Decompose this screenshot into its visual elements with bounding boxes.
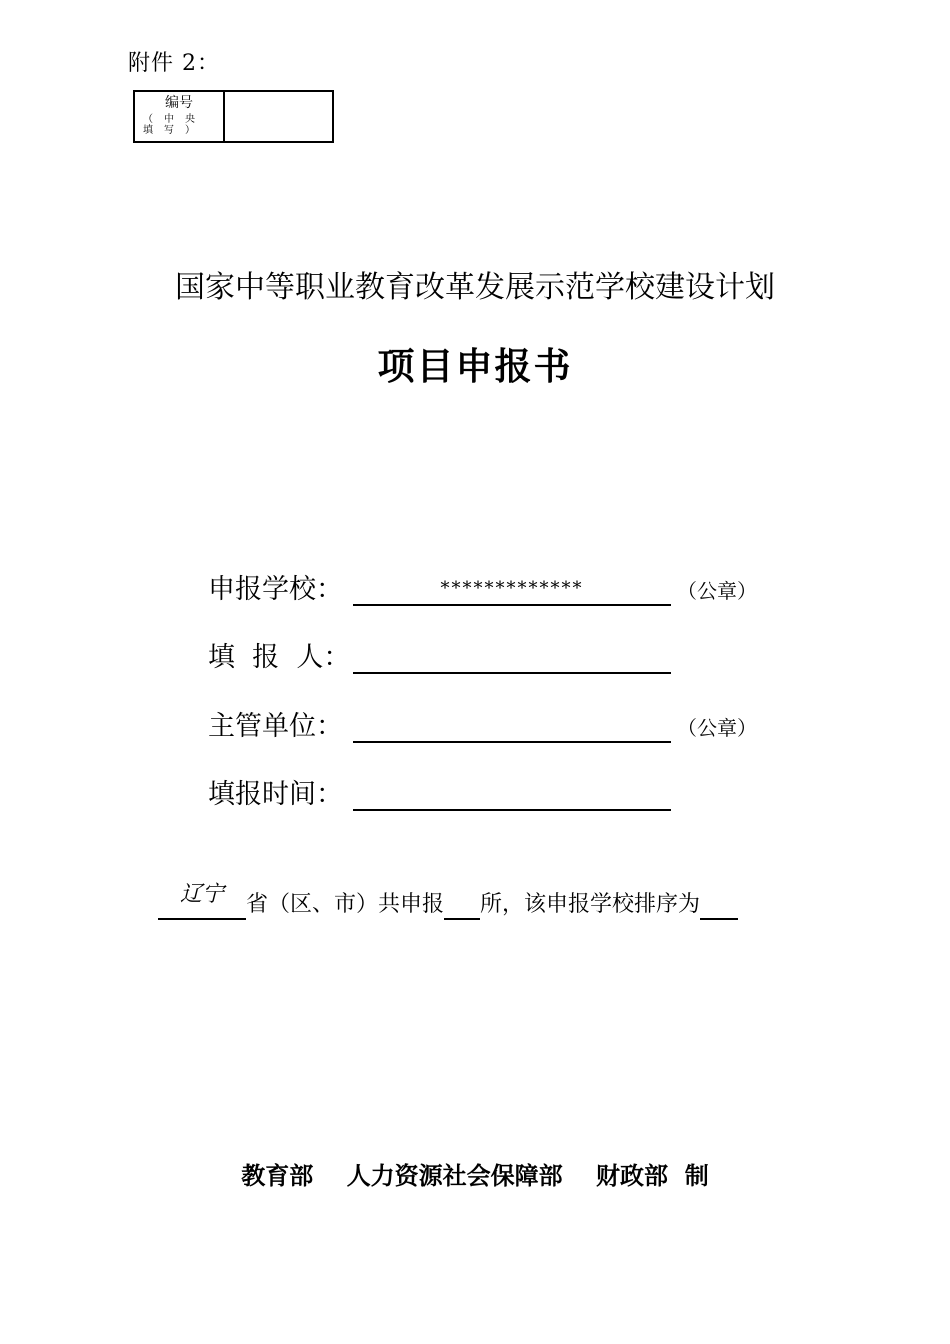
issuing-departments: 教育部 人力资源社会保障部 财政部 制 [241, 1162, 709, 1190]
field-authority-label: 主管单位： [208, 711, 343, 742]
field-date-label: 填报时间： [208, 779, 343, 810]
province-value: 辽宁 [179, 882, 224, 907]
field-school [208, 566, 757, 606]
field-reporter-value[interactable] [353, 642, 671, 674]
field-date-value[interactable] [353, 779, 671, 811]
province-summary-line [158, 882, 738, 920]
province-text-2: 所，该申报学校排序为 [480, 892, 701, 917]
document-title: 国家中等职业教育改革发展示范学校建设计划 [175, 270, 775, 305]
field-school-label: 申报学校： [208, 574, 343, 605]
code-label: 编号 [165, 95, 193, 111]
field-authority-seal: （公章） [677, 716, 757, 740]
field-reporter-label: 填 报 人： [208, 642, 351, 673]
field-date [208, 771, 677, 811]
code-note: （中央填写） [143, 114, 206, 136]
field-reporter [208, 634, 677, 674]
attachment-label: 附件 2： [128, 51, 220, 76]
province-text-1: 省（区、市）共申报 [246, 892, 445, 917]
count-blank[interactable] [444, 888, 480, 920]
field-authority [208, 703, 757, 743]
field-school-seal: （公章） [677, 579, 757, 603]
code-value-field[interactable] [225, 92, 332, 141]
code-number-box [133, 90, 334, 143]
field-authority-value[interactable] [353, 711, 671, 743]
rank-blank[interactable] [700, 888, 738, 920]
province-blank[interactable] [158, 882, 246, 920]
document-subtitle: 项目申报书 [377, 345, 573, 388]
field-school-value[interactable]: ************* [353, 574, 671, 606]
code-label-cell [135, 92, 225, 141]
